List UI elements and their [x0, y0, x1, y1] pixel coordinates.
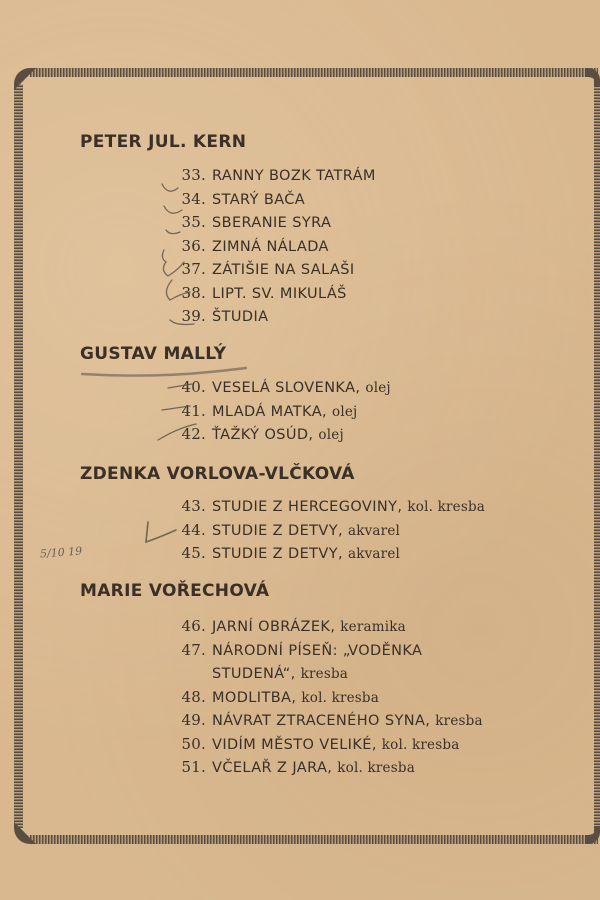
work-title: RANNY BOZK TATRÁM	[212, 168, 376, 184]
work-title: STARÝ BAČA	[212, 191, 306, 208]
work-title-line2: STUDENÁ“,	[212, 666, 296, 682]
border-corner-bottom-left	[14, 822, 36, 844]
work-number: 38.	[181, 283, 206, 302]
work-title: LIPT. SV. MIKULÁŠ	[212, 285, 347, 302]
work-medium: olej	[332, 403, 358, 420]
work-item	[172, 305, 376, 329]
work-number: 45.	[181, 544, 206, 562]
artist-name: PETER JUL. KERN	[80, 132, 247, 152]
work-number: 42.	[181, 425, 206, 443]
border-corner-top-left	[14, 68, 36, 90]
pencil-check-icon	[162, 250, 166, 262]
border-top	[30, 68, 598, 77]
work-title: ZIMNÁ NÁLADA	[212, 238, 329, 255]
work-item	[172, 400, 391, 424]
work-number: 51.	[181, 758, 206, 776]
works-list-mally	[172, 376, 391, 447]
artist-section-vorlova	[80, 464, 355, 484]
work-number: 41.	[181, 401, 206, 420]
border-left	[14, 84, 23, 828]
work-item	[172, 615, 483, 639]
work-title: NÁVRAT ZTRACENÉHO SYNA,	[212, 713, 431, 729]
work-medium: olej	[365, 380, 391, 396]
work-number: 33.	[181, 166, 206, 184]
pencil-underline-icon	[82, 368, 246, 376]
work-title: JARNÍ OBRÁZEK,	[212, 619, 336, 635]
work-item	[172, 282, 376, 306]
work-number: 44.	[181, 520, 206, 539]
artist-section-mally	[80, 344, 226, 364]
work-item	[172, 258, 376, 282]
work-number: 46.	[181, 617, 206, 635]
work-item	[172, 733, 483, 757]
work-title: VČELAŘ Z JARA,	[212, 760, 333, 776]
work-item	[172, 519, 485, 543]
work-number: 48.	[181, 687, 206, 706]
work-medium: akvarel	[347, 522, 401, 539]
work-medium: kresba	[435, 713, 483, 729]
artist-name: ZDENKA VORLOVA-VLČKOVÁ	[80, 464, 355, 484]
work-number: 35.	[181, 213, 206, 231]
work-title: ZÁTIŠIE NA SALAŠI	[212, 262, 355, 278]
work-medium: kol. kresba	[381, 736, 460, 753]
artist-section-vorechova	[80, 581, 269, 601]
works-list-vorechova	[172, 615, 483, 780]
work-item	[172, 686, 483, 710]
work-item	[172, 709, 483, 733]
work-item	[172, 542, 485, 566]
work-item	[172, 495, 485, 519]
work-title: MLADÁ MATKA,	[212, 403, 328, 420]
artist-section-kern	[80, 132, 246, 152]
border-right	[594, 84, 600, 828]
work-number: 37.	[181, 260, 206, 278]
work-item	[172, 756, 483, 780]
work-title: STUDIE Z DETVY,	[212, 522, 343, 539]
work-medium: kol. kresba	[301, 689, 380, 706]
work-title: VESELÁ SLOVENKA,	[212, 380, 361, 396]
work-title: ŠTUDIA	[212, 309, 269, 325]
work-item	[172, 235, 376, 259]
work-title: MODLITBA,	[212, 689, 297, 706]
work-number: 40.	[181, 378, 206, 396]
work-title: SBERANIE SYRA	[212, 215, 332, 231]
work-number: 47.	[181, 640, 206, 659]
works-list-vorlova	[172, 495, 485, 566]
artist-name: GUSTAV MALLÝ	[80, 344, 227, 364]
work-number: 39.	[181, 307, 206, 325]
work-medium: kol. kresba	[407, 499, 486, 515]
work-title: STUDIE Z HERCEGOVINY,	[212, 499, 403, 515]
work-medium: keramika	[340, 619, 406, 635]
work-medium: kol. kresba	[337, 760, 415, 776]
work-number: 34.	[181, 189, 206, 208]
work-title: NÁRODNÍ PÍSEŇ: „VODĚNKA	[212, 642, 423, 659]
work-item	[172, 211, 376, 235]
handwritten-note: 5/10 19	[39, 544, 83, 561]
work-item	[172, 376, 391, 400]
work-medium: akvarel	[347, 546, 401, 562]
work-number: 36.	[181, 236, 206, 255]
border-corner-top-right	[586, 68, 600, 86]
work-medium: kresba	[300, 666, 349, 682]
work-item	[172, 423, 391, 447]
work-item	[172, 164, 376, 188]
work-item	[172, 188, 376, 212]
work-title: VIDÍM MĚSTO VELIKÉ,	[212, 736, 377, 753]
border-bottom	[30, 835, 598, 844]
work-title: ŤAŽKÝ OSÚD,	[212, 427, 314, 443]
work-item	[172, 639, 483, 686]
work-title: STUDIE Z DETVY,	[212, 546, 343, 562]
work-number: 49.	[181, 711, 206, 729]
artist-name: MARIE VOŘECHOVÁ	[80, 581, 270, 601]
works-list-kern	[172, 164, 376, 329]
work-number: 43.	[181, 497, 206, 515]
work-title-continuation	[172, 662, 483, 686]
work-medium: olej	[318, 427, 344, 443]
work-number: 50.	[181, 734, 206, 753]
border-corner-bottom-right	[586, 826, 600, 844]
